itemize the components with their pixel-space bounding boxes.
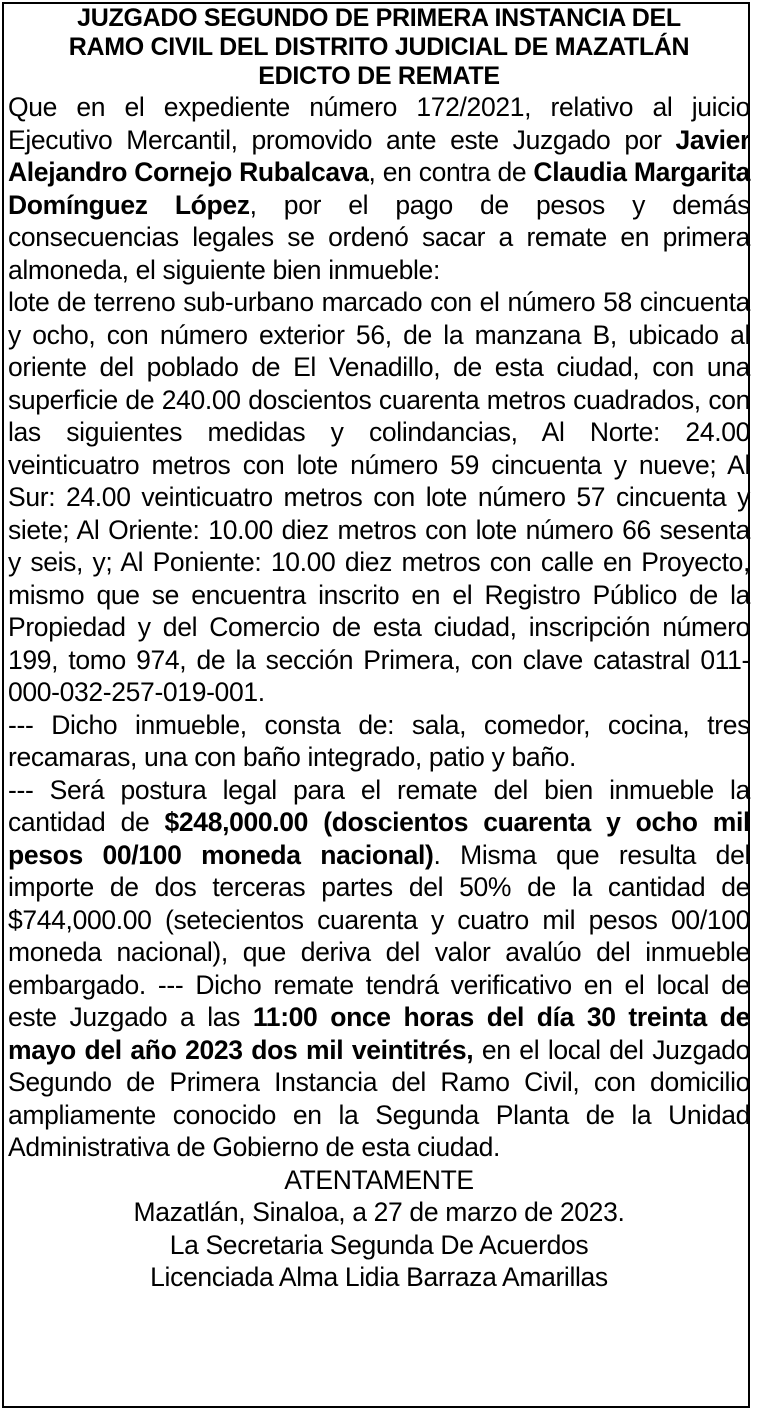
closing-place-date: Mazatlán, Sinaloa, a 27 de marzo de 2023.	[133, 1197, 625, 1227]
paragraph-property-rooms: --- Dicho inmueble, consta de: sala, comedor, cocina, tres recamaras, una con baño integrado, patio y baño.	[8, 709, 750, 772]
notice-body	[8, 91, 750, 1164]
auction-date-time: 11:00 once horas del día 30 treinta de mayo del año 2023 dos mil veintitrés,	[8, 1002, 750, 1065]
legal-notice	[8, 4, 750, 1294]
paragraph-property-description: lote de terreno sub-urbano marcado con el número 58 cincuenta y ocho, con número exterior 56, de la manzana B, ubicado al oriente del poblado de El Venadillo, de esta ciudad, con una superficie de 240.00 doscientos cuarenta metros cuadrados, con las siguientes medidas y colindancias, Al Norte: 24.00 veinticuatro metros con lote número 59 cincuenta y nueve; Al Sur: 24.00 veinticuatro metros con lote número 57 cincuenta y siete; Al Oriente: 10.00 diez metros con lote número 66 sesenta y seis, y; Al Poniente: 10.00 diez metros con calle en Proyecto, mismo que se encuentra inscrito en el Registro Público de la Propiedad y del Comercio de esta ciudad, inscripción número 199, tomo 974, de la sección Primera, con clave catastral 011-000-032-257-019-001.	[8, 287, 750, 707]
paragraph-case-intro	[8, 91, 750, 286]
plaintiff-name: Javier Alejandro Cornejo Rubalcava	[8, 124, 750, 187]
auction-price: $248,000.00 (doscientos cuarenta y ocho mil pesos 00/100 moneda nacional)	[8, 807, 750, 870]
case-intro-text: Que en el expediente número 172/2021, relativo al juicio Ejecutivo Mercantil, promovido ante este Juzgado por	[8, 92, 750, 155]
notice-closing	[8, 1164, 750, 1294]
case-intro-rest: , por el pago de pesos y demás consecuencias legales se ordenó sacar a remate en primera almoneda, el siguiente bien inmueble:	[8, 189, 750, 285]
paragraph-auction-terms	[8, 774, 750, 1164]
closing-salutation: ATENTAMENTE	[284, 1164, 474, 1195]
case-intro-connector: , en contra de	[368, 157, 534, 187]
defendant-name: Claudia Margarita Domínguez López	[8, 157, 750, 220]
heading-notice-title: EDICTO DE REMATE	[258, 62, 500, 90]
auction-terms-text: --- Será postura legal para el remate del bien inmueble la cantidad de	[8, 774, 750, 837]
heading-court-line2: RAMO CIVIL DEL DISTRITO JUDICIAL DE MAZATLÁN	[68, 33, 690, 61]
auction-terms-location: en el local del Juzgado Segundo de Primera Instancia del Ramo Civil, con domicilio ampliamente conocido en la Segunda Planta de la Unidad Administrativa de Gobierno de esta ciudad.	[8, 1034, 750, 1162]
closing-signer-title: La Secretaria Segunda De Acuerdos	[169, 1229, 589, 1260]
closing-signer-name: Licenciada Alma Lidia Barraza Amarillas	[150, 1262, 608, 1292]
auction-terms-middle: . Misma que resulta del importe de dos terceras partes del 50% de la cantidad de $744,000.00 (setecientos cuarenta y cuatro mil pesos 00/100 moneda nacional), que deriva del valor avalúo del inmueble embargado. --- Dicho remate tendrá verificativo en el local de este Juzgado a las	[8, 839, 750, 1032]
notice-heading	[8, 4, 750, 91]
heading-court-line1: JUZGADO SEGUNDO DE PRIMERA INSTANCIA DEL	[77, 4, 681, 32]
